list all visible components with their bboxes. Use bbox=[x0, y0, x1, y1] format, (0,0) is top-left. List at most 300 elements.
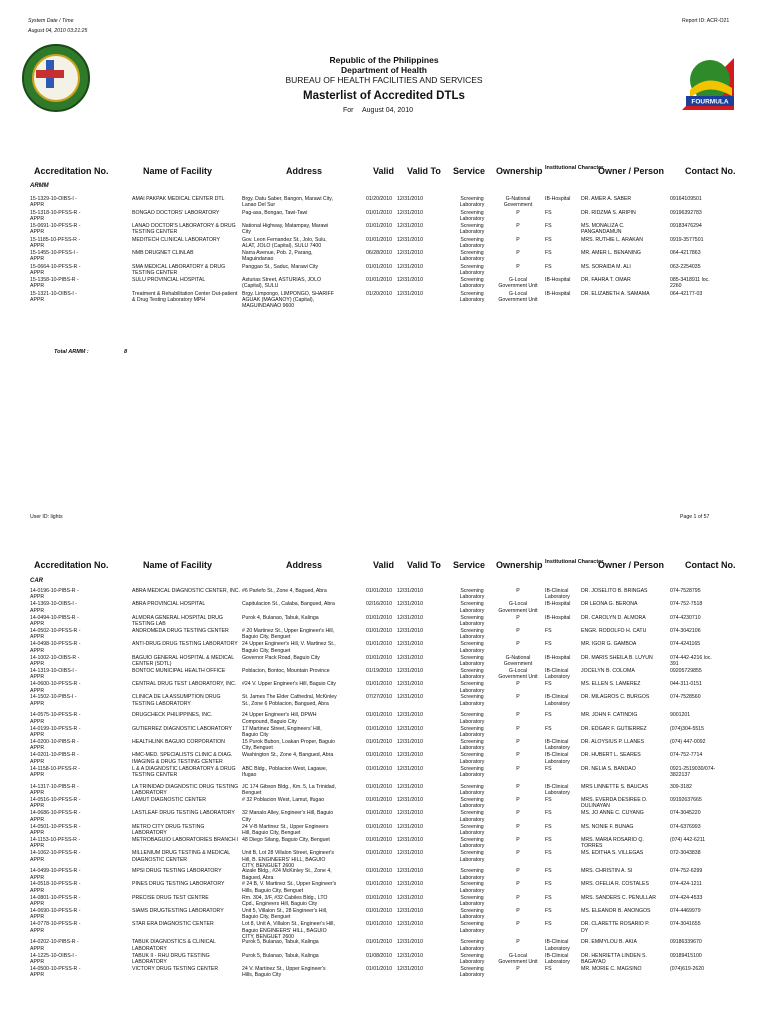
ownership: P bbox=[516, 939, 520, 946]
facility-name: CENTRAL DRUG TEST LABORATORY, INC. bbox=[132, 681, 237, 688]
address: Purok 5, Bulanao, Tabuk, Kalinga bbox=[242, 952, 319, 959]
ownership: P bbox=[516, 236, 520, 243]
owner-person: MRS. MARIA ROSARIO Q. TORRES bbox=[581, 836, 644, 850]
accreditation-no: 14-0200-10-PIBS-R - APPR bbox=[30, 739, 79, 752]
valid-to: 12/31/2010 bbox=[397, 939, 423, 946]
facility-name: AMAI PAKPAK MEDICAL CENTER DTL bbox=[132, 196, 225, 202]
valid-from: 01/01/2010 bbox=[366, 725, 392, 732]
for-label: For bbox=[343, 107, 354, 114]
institutional-character: FS bbox=[545, 881, 552, 888]
contact-no: 074-7528560 bbox=[670, 694, 701, 701]
institutional-character: FS bbox=[545, 908, 552, 914]
facility-name: TABUK II - RHU DRUG TESTING LABORATORY bbox=[132, 952, 210, 965]
facility-name: ABRA PROVINCIAL HOSPITAL bbox=[132, 601, 206, 608]
valid-to: 12/31/2010 bbox=[397, 796, 423, 803]
column-header-owner: Owner / Person bbox=[598, 166, 665, 176]
owner-person: DR. EMMYLOU B. AKIA bbox=[581, 939, 637, 946]
contact-no: 074-4469979 bbox=[670, 908, 701, 914]
institutional-character: FS bbox=[545, 894, 552, 901]
ownership: P bbox=[516, 588, 520, 594]
valid-to: 12/31/2010 bbox=[397, 752, 423, 759]
valid-from: 01/20/2010 bbox=[366, 290, 392, 297]
valid-from: 01/01/2010 bbox=[366, 823, 392, 830]
service: Screening Laboratory bbox=[459, 681, 485, 694]
service: Screening Laboratory bbox=[459, 823, 485, 836]
facility-name: LAMUT DIAGNOSTIC CENTER bbox=[132, 796, 206, 803]
user-id: User ID: lights bbox=[30, 514, 63, 520]
valid-to: 12/31/2010 bbox=[397, 810, 423, 817]
address: Washington St., Zone 4, Bangued, Abra bbox=[242, 752, 334, 759]
service: Screening Laboratory bbox=[459, 712, 485, 725]
accreditation-no: 14-0498-10-PFSS-R - APPR bbox=[30, 641, 81, 654]
facility-name: BONGAO DOCTORS' LABORATORY bbox=[132, 209, 220, 216]
table-row bbox=[0, 766, 768, 782]
contact-no: 072-3043838 bbox=[670, 850, 701, 857]
column-header-institutional: Institutional Character bbox=[545, 559, 604, 565]
valid-to: 12/31/2010 bbox=[397, 894, 423, 901]
owner-person: MR. MORIE C. MAGSINO bbox=[581, 965, 642, 972]
valid-to: 12/31/2010 bbox=[397, 952, 423, 959]
institutional-character: IB-Hospital bbox=[545, 601, 571, 608]
contact-no: 09164109501 bbox=[670, 196, 702, 202]
facility-name: SIAMS DRUGTESTING LABORATORY bbox=[132, 908, 224, 914]
valid-from: 01/01/2010 bbox=[366, 223, 392, 229]
address: Lot 8, Unit A, Villalon St., Engineer's Hill, Baguio ENGINEERS' HILL, BAGUIO CITY, BENGUET 2600 bbox=[242, 921, 335, 941]
ownership: G-Local Government Unit bbox=[498, 667, 538, 681]
institutional-character: FS bbox=[545, 250, 552, 256]
address: Narra Avenue, Pob. 2, Parang, Maguindanao bbox=[242, 250, 313, 263]
valid-to: 12/31/2010 bbox=[397, 277, 423, 283]
facility-name: PRECISE DRUG TEST CENTRE bbox=[132, 894, 209, 901]
page-number: Page 1 of 57 bbox=[680, 514, 710, 520]
facility-name: MILLENIUM DRUG TESTING & MEDICAL DIAGNOSTIC CENTER bbox=[132, 850, 231, 863]
accreditation-no: 15-1318-10-PFSS-R - APPR bbox=[30, 209, 81, 222]
owner-person: DR. FAHRA T. OMAR bbox=[581, 277, 631, 283]
facility-name: BAGUIO GENERAL HOSPITAL & MEDICAL CENTER (SDTL) bbox=[132, 654, 235, 667]
contact-no: 074-4230710 bbox=[670, 614, 701, 621]
valid-to: 12/31/2010 bbox=[397, 868, 423, 875]
column-header-ownership: Ownership bbox=[496, 560, 543, 570]
service: Screening Laboratory bbox=[459, 881, 485, 894]
contact-no: 09196392783 bbox=[670, 209, 702, 216]
contact-no: 09186339670 bbox=[670, 939, 702, 946]
valid-to: 12/31/2010 bbox=[397, 694, 423, 701]
report-title: Masterlist of Accredited DTLs bbox=[303, 90, 465, 102]
service: Screening Laboratory bbox=[459, 765, 485, 778]
institutional-character: FS bbox=[545, 765, 552, 772]
address: # 20 Martinez St., Upper Engineer's Hill, Baguio City, Benguet bbox=[242, 627, 335, 641]
ownership: P bbox=[516, 641, 520, 648]
address: Governor Pack Road, Baguio City bbox=[242, 654, 320, 661]
facility-name: MEDITECH CLINICAL LABORATORY bbox=[132, 236, 221, 243]
institutional-character: FS bbox=[545, 836, 552, 843]
institutional-character: FS bbox=[545, 223, 552, 229]
address: Panggao St., Saduc, Marawi City bbox=[242, 263, 319, 270]
valid-to: 12/31/2010 bbox=[397, 196, 423, 202]
valid-to: 12/31/2010 bbox=[397, 588, 423, 594]
owner-person: MRS. CHRISTIN A. SI bbox=[581, 868, 633, 875]
institutional-character: IB-Hospital bbox=[545, 196, 571, 202]
ownership: P bbox=[516, 263, 520, 270]
header-line1: Republic of the Philippines bbox=[329, 55, 439, 65]
service: Screening Laboratory bbox=[459, 209, 485, 222]
address: Poblacion, Bontoc, Mountain Province bbox=[242, 667, 330, 674]
service: Screening Laboratory bbox=[459, 667, 485, 681]
column-header-accreditation: Accreditation No. bbox=[34, 560, 109, 570]
owner-person: DR. MILAGROS C. BURGOS bbox=[581, 694, 650, 701]
contact-no: 09192637665 bbox=[670, 796, 702, 803]
institutional-character: IB-Hospital bbox=[545, 290, 571, 297]
owner-person: MS. SORAIDA M. ALI bbox=[581, 263, 631, 270]
owner-person: MR. AMER L. BENANING bbox=[581, 250, 641, 256]
valid-from: 01/01/2010 bbox=[366, 641, 392, 648]
ownership: P bbox=[516, 868, 520, 875]
owner-person: DR. JOSELITO B. BRINGAS bbox=[581, 588, 648, 594]
ownership: P bbox=[516, 739, 520, 745]
accreditation-no: 14-1153-10-PFSS-R - APPR bbox=[30, 836, 81, 850]
ownership: G-Local Government Unit bbox=[498, 290, 538, 303]
valid-from: 01/01/2010 bbox=[366, 588, 392, 594]
address: Gov. Leon Fernandez St., Jolo, Sulu, ALAT, JOLO (Capital), SULU 7400 bbox=[242, 236, 327, 249]
facility-name: LASTLEAF DRUG TESTING LABORATORY bbox=[132, 810, 235, 817]
valid-from: 01/01/2010 bbox=[366, 654, 392, 661]
total-value: 8 bbox=[124, 349, 128, 355]
valid-to: 12/31/2010 bbox=[397, 654, 423, 661]
service: Screening Laboratory bbox=[459, 196, 485, 209]
facility-name: TABUK DIAGNOSTICS & CLINICAL LABORATORY bbox=[132, 939, 216, 952]
contact-no: (074) 447-0092 bbox=[670, 739, 706, 745]
contact-no: 085-3418911 loc. 2260 bbox=[670, 277, 710, 290]
institutional-character: FS bbox=[545, 627, 552, 634]
ownership: G-Local Government Unit bbox=[498, 277, 538, 290]
facility-name: ANDROMEDA DRUG TESTING CENTER bbox=[132, 627, 229, 634]
valid-to: 12/31/2010 bbox=[397, 823, 423, 830]
column-header-owner: Owner / Person bbox=[598, 560, 665, 570]
owner-person: JOCELYN B. COLOMA bbox=[581, 667, 635, 674]
contact-no: 074-3045220 bbox=[670, 810, 701, 817]
ownership: P bbox=[516, 627, 520, 634]
valid-from: 01/01/2010 bbox=[366, 836, 392, 843]
accreditation-no: 14-1502-10-PIBS-I - APPR bbox=[30, 694, 77, 707]
facility-name: VICTORY DRUG TESTING CENTER bbox=[132, 965, 219, 972]
accreditation-no: 15-1321-10-OIBS-I - APPR bbox=[30, 290, 77, 303]
address: 24 V-B Martinez St., Upper Engineers Hill, Baguio City, Benguet bbox=[242, 823, 329, 836]
accreditation-no: 14-0778-10-PFSS-R - APPR bbox=[30, 921, 81, 934]
column-header-valid: Valid bbox=[373, 166, 395, 176]
owner-person: MR. JOHN F. CATINDIG bbox=[581, 712, 638, 719]
ownership: P bbox=[516, 850, 520, 857]
column-header-facility: Name of Facility bbox=[143, 560, 213, 570]
owner-person: DR. ELIZABETH A. SAMAMA bbox=[581, 290, 650, 297]
address: 48 Diego Silang, Baguio City, Benguet bbox=[242, 836, 330, 843]
column-header-service: Service bbox=[453, 560, 486, 570]
contact-no: 063-2254035 bbox=[670, 263, 701, 270]
accreditation-no: 15-1455-10-PFSS-I - APPR bbox=[30, 250, 79, 263]
valid-to: 12/31/2010 bbox=[397, 765, 423, 772]
owner-person: MS. MONALIZA C. PANGANDAMUN bbox=[581, 223, 625, 236]
valid-from: 01/01/2010 bbox=[366, 752, 392, 759]
accreditation-no: 15-1329-10-OIBS-I - APPR bbox=[30, 196, 77, 209]
institutional-character: FS bbox=[545, 823, 552, 830]
valid-to: 12/31/2010 bbox=[397, 850, 423, 857]
accreditation-no: 14-1158-10-PFSS-R - APPR bbox=[30, 765, 81, 778]
valid-to: 12/31/2010 bbox=[397, 712, 423, 719]
owner-person: MRS. OFELIA R. COSTALES bbox=[581, 881, 649, 888]
facility-name: CLINICA DE LA ASSUMPTION DRUG TESTING LABORATORY bbox=[132, 694, 221, 707]
service: Screening Laboratory bbox=[459, 952, 485, 965]
service: Screening Laboratory bbox=[459, 277, 485, 290]
column-header-contact: Contact No. bbox=[685, 166, 736, 176]
accreditation-no: 15-1185-10-PFSS-R - APPR bbox=[30, 236, 81, 249]
valid-from: 01/20/2010 bbox=[366, 196, 392, 202]
column-header-address: Address bbox=[286, 560, 323, 570]
contact-no: (074)304-5515 bbox=[670, 725, 705, 732]
column-header-contact: Contact No. bbox=[685, 560, 736, 570]
facility-name: METROBAGUIO LABORATORIES BRANCH I bbox=[132, 836, 239, 843]
ownership: P bbox=[516, 796, 520, 803]
contact-no: 9001201 bbox=[670, 712, 691, 719]
table-row bbox=[0, 921, 768, 941]
column-header-accreditation: Accreditation No. bbox=[34, 166, 109, 176]
valid-from: 01/01/2010 bbox=[366, 939, 392, 946]
header-line3: BUREAU OF HEALTH FACILITIES AND SERVICES bbox=[285, 75, 483, 85]
fourmula-logo-text: FOURMULA bbox=[691, 98, 729, 106]
address: Asturias Street, ASTURIAS, JOLO (Capital), SULU bbox=[242, 277, 321, 290]
institutional-character: FS bbox=[545, 796, 552, 803]
report-id: Report ID: ACR-O21 bbox=[682, 18, 730, 24]
address: # 24 B, V. Martinez St., Upper Engineer's Hills, Baguio City, Benguet bbox=[242, 881, 337, 894]
contact-no: 09205729855 bbox=[670, 667, 702, 674]
address: 32 Manalo Alley, Engineer's Hill, Baguio City bbox=[242, 810, 334, 823]
section-car: CAR bbox=[30, 578, 43, 584]
address: Purok 5, Bulanao, Tabuk, Kalinga bbox=[242, 939, 319, 946]
accreditation-no: 14-0494-10-PIBS-R - APPR bbox=[30, 614, 79, 627]
service: Screening Laboratory bbox=[459, 908, 485, 921]
system-date-label: System Date / Time bbox=[28, 18, 74, 24]
for-date: August 04, 2010 bbox=[362, 107, 413, 114]
ownership: P bbox=[516, 765, 520, 772]
facility-name: L & A DIAGNOSTIC LABORATORY & DRUG TESTING CENTER bbox=[132, 765, 236, 778]
address: 15 Purok Bubon, Loakan Proper, Baguio City, Benguet bbox=[242, 739, 335, 752]
valid-to: 12/31/2010 bbox=[397, 921, 423, 928]
institutional-character: IB-Hospital bbox=[545, 277, 571, 283]
table-row bbox=[0, 694, 768, 710]
institutional-character: IB-Hospital bbox=[545, 614, 571, 621]
valid-to: 12/31/2010 bbox=[397, 601, 423, 608]
ownership: P bbox=[516, 881, 520, 888]
column-header-valid: Valid bbox=[373, 560, 395, 570]
ownership: P bbox=[516, 712, 520, 719]
institutional-character: IB-Clinical Laboratory bbox=[545, 783, 570, 796]
owner-person: MS. ELEANOR B. ANONGOS bbox=[581, 908, 651, 914]
system-date-value: August 04, 2010 03:21:25 bbox=[28, 28, 88, 34]
service: Screening Laboratory bbox=[459, 868, 485, 881]
valid-from: 01/01/2010 bbox=[366, 277, 392, 283]
institutional-character: FS bbox=[545, 921, 552, 928]
facility-name: ANTI-DRUG DRUG TESTING LABORATORY bbox=[132, 641, 238, 648]
ownership: P bbox=[516, 783, 520, 790]
service: Screening Laboratory bbox=[459, 725, 485, 739]
valid-from: 01/01/2010 bbox=[366, 965, 392, 972]
accreditation-no: 14-0199-10-PFSS-R - APPR bbox=[30, 725, 81, 739]
ownership: P bbox=[516, 810, 520, 817]
service: Screening Laboratory bbox=[459, 250, 485, 263]
institutional-character: IB-Clinical Laboratory bbox=[545, 939, 570, 952]
address: 24 Upper Engineer's Hill, DPWH Compound, Baguio City bbox=[242, 712, 317, 725]
facility-name: BONTOC MUNICIPAL HEALTH OFFICE bbox=[132, 667, 226, 674]
owner-person: ENGR. RODOLFO H. CATU bbox=[581, 627, 647, 634]
valid-to: 12/31/2010 bbox=[397, 263, 423, 270]
valid-to: 12/31/2010 bbox=[397, 965, 423, 972]
institutional-character: FS bbox=[545, 725, 552, 732]
service: Screening Laboratory bbox=[459, 588, 485, 601]
valid-from: 01/01/2010 bbox=[366, 739, 392, 745]
accreditation-no: 14-1225-10-OIBS-I - APPR bbox=[30, 952, 77, 965]
contact-no: 09183476294 bbox=[670, 223, 702, 229]
accreditation-no: 14-1062-10-PFSS-R - APPR bbox=[30, 850, 81, 863]
institutional-character: FS bbox=[545, 236, 552, 243]
ownership: P bbox=[516, 965, 520, 972]
ownership: G-Local Government Unit bbox=[498, 601, 538, 614]
accreditation-no: 14-0502-10-PFSS-R - APPR bbox=[30, 627, 81, 641]
ownership: P bbox=[516, 209, 520, 216]
column-header-valid-to: Valid To bbox=[407, 166, 441, 176]
contact-no: (074) 442-6211 bbox=[670, 836, 706, 843]
ownership: P bbox=[516, 614, 520, 621]
header-line2: Department of Health bbox=[341, 65, 427, 75]
valid-to: 12/31/2010 bbox=[397, 614, 423, 621]
ownership: P bbox=[516, 694, 520, 701]
ownership: P bbox=[516, 223, 520, 229]
service: Screening Laboratory bbox=[459, 739, 485, 752]
table-row bbox=[0, 966, 768, 982]
ownership: G-Local Government Unit bbox=[498, 952, 538, 965]
address: Capitulacion St., Calaba, Bangued, Abra bbox=[242, 601, 335, 608]
accreditation-no: 14-0600-10-PFSS-R - APPR bbox=[30, 681, 81, 694]
table-row bbox=[0, 850, 768, 869]
institutional-character: FS bbox=[545, 641, 552, 648]
accreditation-no: 15-1358-10-PIBS-R - APPR bbox=[30, 277, 79, 290]
owner-person: DR. NELIA S. BANDAO bbox=[581, 765, 636, 772]
valid-to: 12/31/2010 bbox=[397, 783, 423, 790]
valid-from: 01/01/2010 bbox=[366, 881, 392, 888]
contact-no: 309-3182 bbox=[670, 783, 692, 790]
institutional-character: FS bbox=[545, 965, 552, 972]
valid-to: 12/31/2010 bbox=[397, 641, 423, 648]
owner-person: MRS LINNETTE S. BAUCAS bbox=[581, 783, 649, 790]
facility-name: DRUGCHECK PHILIPPINES, INC. bbox=[132, 712, 213, 719]
service: Screening Laboratory bbox=[459, 810, 485, 823]
ownership: P bbox=[516, 752, 520, 759]
valid-from: 06/28/2010 bbox=[366, 250, 392, 256]
contact-no: 074-3042106 bbox=[670, 627, 701, 634]
contact-no: 074-752-7714 bbox=[670, 752, 703, 759]
address: St. James The Elder Cathedral, McKinley St., Zone 6 Poblacion, Bangued, Abra bbox=[242, 694, 337, 707]
valid-from: 01/19/2010 bbox=[366, 667, 392, 674]
accreditation-no: 14-0518-10-PFSS-R - APPR bbox=[30, 881, 81, 894]
accreditation-no: 15-0664-10-PFSS-R - APPR bbox=[30, 263, 81, 276]
service: Screening Laboratory bbox=[459, 223, 485, 236]
facility-name: GUTIERREZ DIAGNOSTIC LABORATORY bbox=[132, 725, 233, 732]
owner-person: DR. EDGAR F. GUTIERREZ bbox=[581, 725, 647, 732]
owner-person: DR. MARIS SHEILA B. LUYUN bbox=[581, 654, 653, 661]
service: Screening Laboratory bbox=[459, 290, 485, 303]
valid-from: 01/01/2010 bbox=[366, 783, 392, 790]
accreditation-no: 14-0202-10-PIBS-R - APPR bbox=[30, 939, 79, 952]
valid-to: 12/31/2010 bbox=[397, 681, 423, 688]
valid-to: 12/31/2010 bbox=[397, 627, 423, 634]
institutional-character: FS bbox=[545, 868, 552, 875]
service: Screening Laboratory bbox=[459, 654, 485, 667]
valid-from: 01/01/2010 bbox=[366, 681, 392, 688]
owner-person: DR. ALOYSIUS P. LLANES bbox=[581, 739, 645, 745]
owner-person: DR. HUBERT L. SEARES bbox=[581, 752, 641, 759]
service: Screening Laboratory bbox=[459, 641, 485, 654]
address: #6 Parlefo St., Zone 4, Bagued, Abra bbox=[242, 588, 327, 594]
facility-name: LA TRINIDAD DIAGNOSTIC DRUG TESTING LABORATORY bbox=[132, 783, 239, 796]
address: Pag-asa, Bongao, Tawi-Tawi bbox=[242, 209, 308, 216]
address: Brgy. Limpongo, LIMPONGO, SHARIFF AGUAK (MAGANOY) (Capital), MAGUINDANAO 9600 bbox=[242, 290, 334, 310]
owner-person: MS. ELLEN S. LAMEREZ bbox=[581, 681, 641, 688]
valid-to: 12/31/2010 bbox=[397, 236, 423, 243]
contact-no: 064-4217863 bbox=[670, 250, 701, 256]
address: # 32 Poblacion West, Lamut, Ifugao bbox=[242, 796, 325, 803]
column-header-valid-to: Valid To bbox=[407, 560, 441, 570]
facility-name: HMC-MED. SPECIALISTS CLINIC & DIAG. IMAGING & DRUG TESTING CENTER bbox=[132, 752, 233, 765]
accreditation-no: 14-0575-10-PFSS-R - APPR bbox=[30, 712, 81, 725]
service: Screening Laboratory bbox=[459, 236, 485, 249]
ownership: G-National Government bbox=[503, 654, 533, 667]
valid-to: 12/31/2010 bbox=[397, 223, 423, 229]
ownership: P bbox=[516, 894, 520, 901]
institutional-character: FS bbox=[545, 681, 552, 688]
facility-name: METRO CITY DRUG TESTING LABORATORY bbox=[132, 823, 205, 836]
valid-to: 12/31/2010 bbox=[397, 725, 423, 732]
facility-name: Treatment & Rehabilitation Center Out-patient & Drug Testing Laboratory MPH bbox=[132, 290, 238, 303]
valid-from: 01/01/2010 bbox=[366, 921, 392, 928]
owner-person: DR. CAROLYN D. ALMORA bbox=[581, 614, 646, 621]
institutional-character: FS bbox=[545, 209, 552, 216]
facility-name: PINES DRUG TESTING LABORATORY bbox=[132, 881, 225, 888]
valid-from: 01/01/2010 bbox=[366, 712, 392, 719]
facility-name: STAR ERA DIAGNOSTIC CENTER bbox=[132, 921, 214, 928]
owner-person: MS. JO ANNE C. CUYANG bbox=[581, 810, 644, 817]
valid-from: 01/01/2010 bbox=[366, 614, 392, 621]
contact-no: 074-442-4216 loc. 391 bbox=[670, 654, 712, 667]
owner-person: MRS. SANDERS C. PENULLAR bbox=[581, 894, 656, 901]
contact-no: 0921-2519030/074- 3822137 bbox=[670, 765, 716, 778]
ownership: P bbox=[516, 908, 520, 914]
owner-person: DR. AMER A. SABER bbox=[581, 196, 632, 202]
accreditation-no: 14-0801-10-PFSS-R - APPR bbox=[30, 894, 81, 908]
contact-no: 074-424-4533 bbox=[670, 894, 703, 901]
owner-person: DR LEONA G. BEROÑA bbox=[581, 601, 638, 608]
address: #24 V. Upper Engineer's Hill, Baguio City bbox=[242, 681, 336, 688]
ownership: P bbox=[516, 823, 520, 830]
institutional-character: IB-Clinical Laboratory bbox=[545, 739, 570, 752]
institutional-character: IB-Clinical Laboratory bbox=[545, 752, 570, 765]
accreditation-no: 14-1002-10-OIBS-R - APPR bbox=[30, 654, 80, 667]
contact-no: 074-752-7518 bbox=[670, 601, 703, 608]
ownership: G-National Government bbox=[503, 196, 533, 209]
service: Screening Laboratory bbox=[459, 894, 485, 908]
address: Purok 4, Bulanao, Tabuk, Kalinga bbox=[242, 614, 319, 621]
service: Screening Laboratory bbox=[459, 921, 485, 934]
contact-no: 074-7528795 bbox=[670, 588, 701, 594]
valid-to: 12/31/2010 bbox=[397, 881, 423, 888]
facility-name: MPSI DRUG TESTING LABORATORY bbox=[132, 868, 222, 875]
service: Screening Laboratory bbox=[459, 783, 485, 796]
